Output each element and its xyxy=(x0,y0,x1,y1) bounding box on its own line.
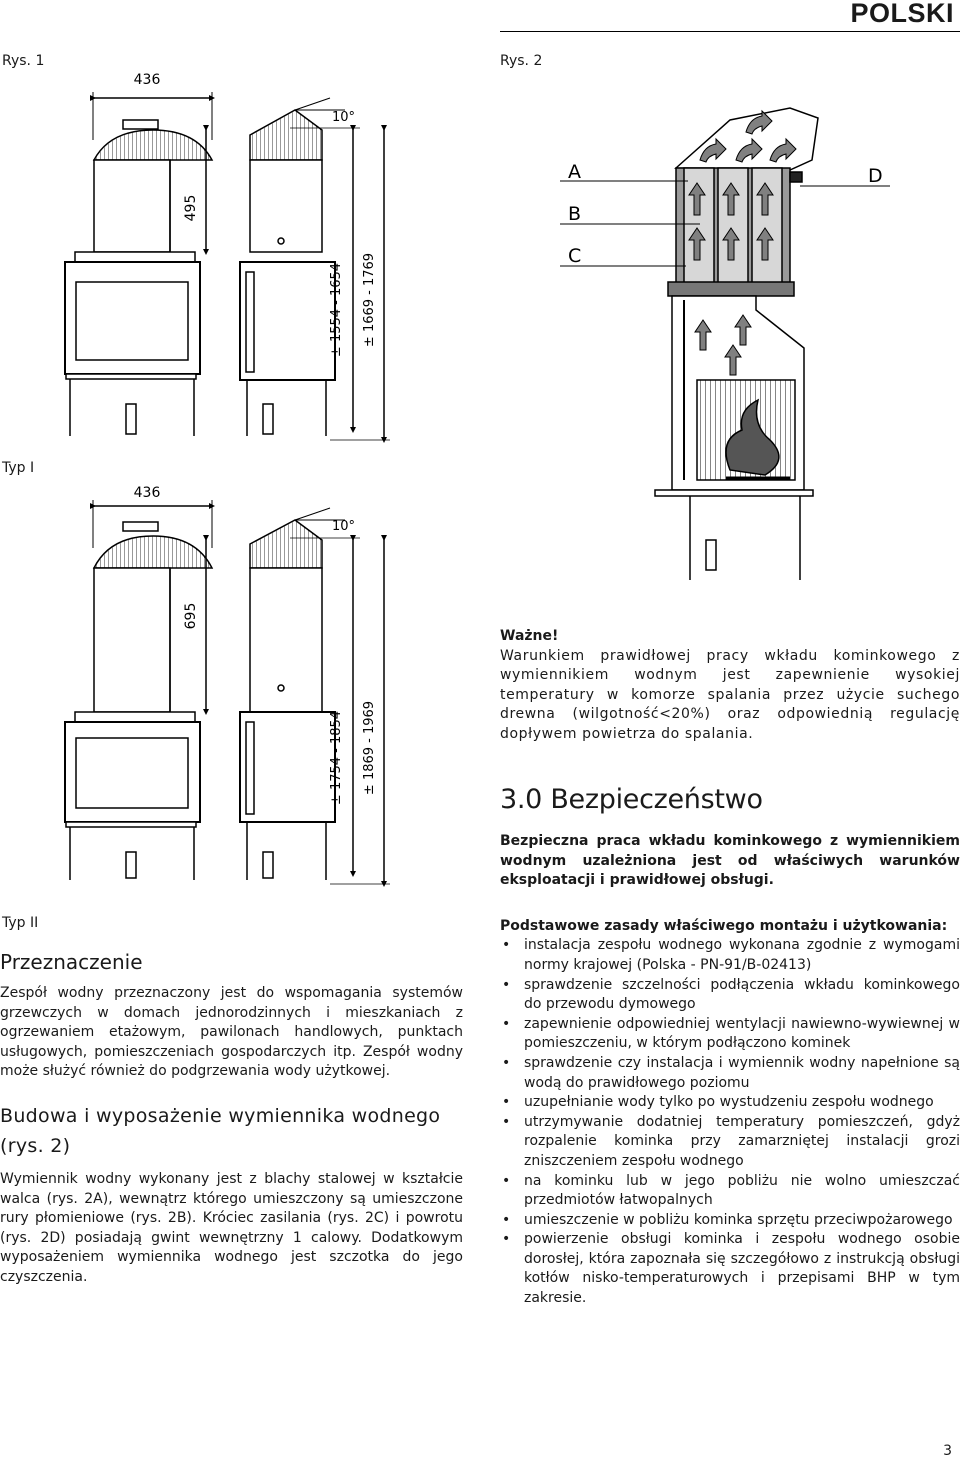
rule-item: • sprawdzenie szczelności podłączenia wkładu kominkowego do przewodu dymowego xyxy=(500,976,960,1015)
rule-item: • instalacja zespołu wodnego wykonana zgodnie z wymogami normy krajowej (Polska - PN-91/B-02413) xyxy=(500,936,960,975)
construction-text: Wymiennik wodny wykonany jest z blachy stalowej w kształcie walca (rys. 2A), wewnątrz którego umieszczony są umieszczone rury płomieniowe (rys. 2B). Króciec zasilania (rys. 2C) i powrotu (rys. 2D) posiadają gwint wewnętrzny 1 calowy. Dodatkowym wyposażeniem wymiennika wodnego jest szczotka do jego czyszczenia. xyxy=(0,1171,463,1285)
callout-b: B xyxy=(568,203,582,225)
purpose-section xyxy=(0,950,463,1082)
rules-list xyxy=(500,936,960,1308)
rule-item: • powierzenie obsługi kominka i zespołu wodnego osobie dorosłej, która zapoznała się szczegółowo z instrukcją obsługi kotłów nisko-temperaturowych i przepisami BHP w tym zakresie. xyxy=(500,1230,960,1308)
type1-width: 436 xyxy=(133,72,161,88)
callout-d: D xyxy=(868,165,883,187)
type1-angle: 10° xyxy=(332,110,356,125)
type2-height-box: 695 xyxy=(183,602,199,630)
type1-range2: ± 1669 - 1769 xyxy=(362,252,377,348)
safety-section xyxy=(500,784,960,1309)
type1-range1: ± 1554 - 1654 xyxy=(329,262,344,358)
type1-label: Typ I xyxy=(2,460,35,476)
type2-drawing xyxy=(65,500,390,884)
important-text: Warunkiem prawidłowej pracy wkładu kominkowego z wymiennikiem wodnym jest zapewnienie wysokiej temperatury w komorze spalania przez użycie suchego drewna (wilgotność<20%) oraz odpowiednią regulację dopływem powietrza do spalania. xyxy=(500,647,960,742)
language-label: POLSKI xyxy=(850,0,954,28)
purpose-title: Przeznaczenie xyxy=(0,950,143,974)
rule-item: • utrzymywanie dodatniej temperatury pomieszczeń, gdyż rozpalenie kominka przy zamarzniętej instalacji grozi zniszczeniem zespołu wodnego xyxy=(500,1113,960,1172)
construction-title: Budowa i wyposażenie wymiennika wodnego (rys. 2) xyxy=(0,1105,441,1157)
type2-angle: 10° xyxy=(332,519,356,534)
safety-title: 3.0 Bezpieczeństwo xyxy=(500,784,763,815)
rule-item: • sprawdzenie czy instalacja i wymiennik wodny napełnione są wodą do prawidłowego poziomu xyxy=(500,1054,960,1093)
type2-width: 436 xyxy=(133,485,161,501)
important-title: Ważne! xyxy=(500,628,559,644)
callout-c: C xyxy=(568,245,582,267)
type1-height-box: 495 xyxy=(183,194,199,222)
exchanger-drawing xyxy=(655,108,818,580)
construction-section xyxy=(0,1101,463,1288)
rule-item: • uzupełnianie wody tylko po wystudzeniu zespołu wodnego xyxy=(500,1093,960,1113)
rule-item: • umieszczenie w pobliżu kominka sprzętu przeciwpożarowego xyxy=(500,1211,960,1231)
figure2-label: Rys. 2 xyxy=(500,53,543,69)
rule-item: • na kominku lub w jego pobliżu nie wolno umieszczać przedmiotów łatwopalnych xyxy=(500,1172,960,1211)
rule-item: • zapewnienie odpowiedniej wentylacji nawiewno-wywiewnej w pomieszczeniu, w którym podłączono kominek xyxy=(500,1015,960,1054)
type2-label: Typ II xyxy=(2,915,39,931)
important-block xyxy=(500,627,960,745)
type2-range2: ± 1869 - 1969 xyxy=(362,700,377,796)
callout-a: A xyxy=(568,161,581,183)
type2-range1: ± 1754 - 1854 xyxy=(329,710,344,806)
figure1-label: Rys. 1 xyxy=(2,53,45,69)
rules-title: Podstawowe zasady właściwego montażu i użytkowania: xyxy=(500,917,948,934)
purpose-text: Zespół wodny przeznaczony jest do wspomagania systemów grzewczych w domach jednorodzinnych i mieszkaniach z ogrzewaniem etażowym, pawilonach handlowych, punktach usługowych, pomieszczeniach gospodarczych itp. Zespół wodny może służyć również do podgrzewania wody użytkowej. xyxy=(0,985,463,1080)
page-number: 3 xyxy=(943,1443,952,1459)
safety-lead: Bezpieczna praca wkładu kominkowego z wymiennikiem wodnym uzależniona jest od właściwych warunków eksploatacji i prawidłowej obsługi. xyxy=(500,833,960,889)
